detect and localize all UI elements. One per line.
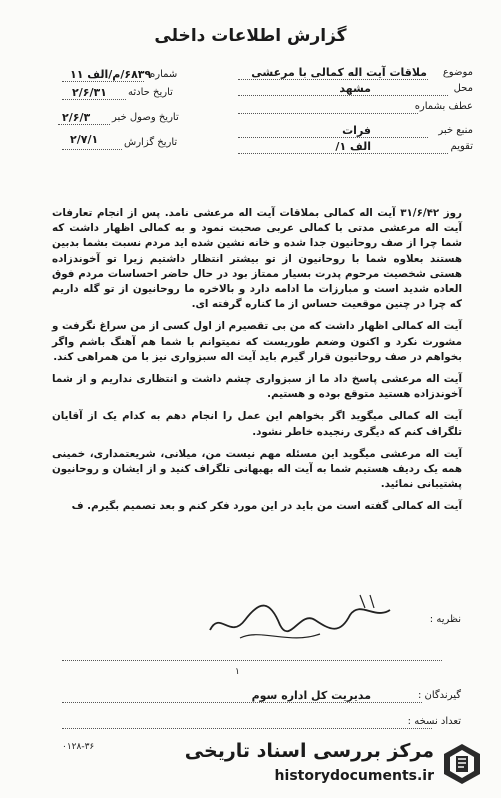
calendar-line [238,153,448,154]
recipients-label: گیرندگان : [417,690,461,701]
incident-date-label: تاریخ حادثه [128,87,173,98]
copies-label: تعداد نسخه : [407,716,461,727]
handwritten-signature [200,590,400,650]
receipt-date-line [58,124,110,125]
reference-label: عطف بشماره [414,101,473,112]
archive-banner [184,738,488,793]
receipt-date-label: تاریخ وصول خبر [112,112,179,123]
calendar-label: تقویم [450,141,473,152]
report-date-line [62,149,122,150]
source-line [238,137,428,138]
body-paragraph: آیت اله کمالی اظهار داشت که من بی تقصیرم از اول کسی از من سراغ نگرفت و مشورت نکرد و اکنون وضعم طوریست که نمیتوانم با شما هم آهنگ باشم واگر بخواهم در صف روحانیون قرار گیرم باید آیت اله سبزواری نیز با من همراهی کند. [52,320,462,363]
copies-line [62,728,432,729]
opinion-label: نظریه : [429,614,461,625]
body-paragraph: آیت اله کمالی گفته است من باید در این مورد فکر کنم و بعد تصمیم بگیرم. ف [71,500,462,513]
calendar-value: الف ۱/ [335,140,371,153]
body-paragraph: آیت اله مرعشی پاسخ داد ما از سبزواری چشم داشت و انتظاری نداریم و از شما آخوندزاده هستید متوقع بوده و هستیم. [52,373,462,401]
body-paragraph: آیت اله مرعشی میگوید این مسئله مهم نیست من، میلانی، شریعتمداری، خمینی همه یک ردیف هستیم شما به آیت اله بهبهانی تلگراف کنید و از ایشان و روحانیون پشتیبانی نمائید. [52,447,462,491]
subject-line [238,79,428,80]
page-mark: ۱ [235,667,240,677]
incident-date-value: ۲/۶/۳۱ [72,86,107,99]
location-value: مشهد [339,82,371,95]
banner-url[interactable]: historydocuments.ir [274,768,434,784]
opinion-line [62,660,442,661]
number-value: ۶۸۳۹/م/الف ۱۱ [70,68,152,81]
archive-code: ۰۱۲۸-۳۶ [62,742,95,752]
incident-date-line [62,99,126,100]
subject-value: ملاقات آیت اله کمالی با مرعشی [251,66,427,79]
number-label: شماره [150,69,178,80]
receipt-date-value: ۲/۶/۳ [62,111,91,124]
recipients-value: مدیریت کل اداره سوم [251,689,371,702]
source-value: فرات [342,124,371,137]
archive-logo-icon [440,742,484,786]
banner-title: مرکز بررسی اسناد تاریخی [184,740,434,762]
source-label: منبع خبر [438,125,473,136]
number-line [62,81,144,82]
subject-label: موضوع [442,67,473,78]
location-line [238,95,448,96]
reference-line [238,113,418,114]
report-date-label: تاریخ گزارش [124,137,178,148]
report-body [52,206,462,522]
location-label: محل [453,83,473,94]
recipients-line [62,702,422,703]
report-date-value: ۲/۷/۱ [70,133,99,146]
document-title: گزارش اطلاعات داخلی [154,26,347,46]
body-paragraph: روز ۳۱/۶/۴۲ آیت اله کمالی بملاقات آیت اله مرعشی نامد. پس از انجام تعارفات آیت اله مرعشی مدتی با کمالی عربی صحبت نمود و به کمالی اظهار داشت که شما چرا از صف روحانیون جدا شده و خانه نشین شده اید مردم نسبت بشما بدبین هستند بعلاوه شما با روحانیون از تو بیشتر انتظار داشتیم زیرا تو آخوندزاده هستی شخصیت مرحوم پدرت بسیار ممتاز بود در حال حاضر احساسات مردم فوق العاده شدید است و مبارزات ما ادامه دارد و بالاخره ما روحانیون از تو گله داریم که چرا در چنین موقعیت حساس از ما کناره گرفته ای. [52,207,462,311]
body-paragraph: آیت اله کمالی میگوید اگر بخواهم این عمل را انجام دهم به کدام یک از آقایان تلگراف کنم که دیگری رنجیده خاطر نشود. [52,410,462,438]
